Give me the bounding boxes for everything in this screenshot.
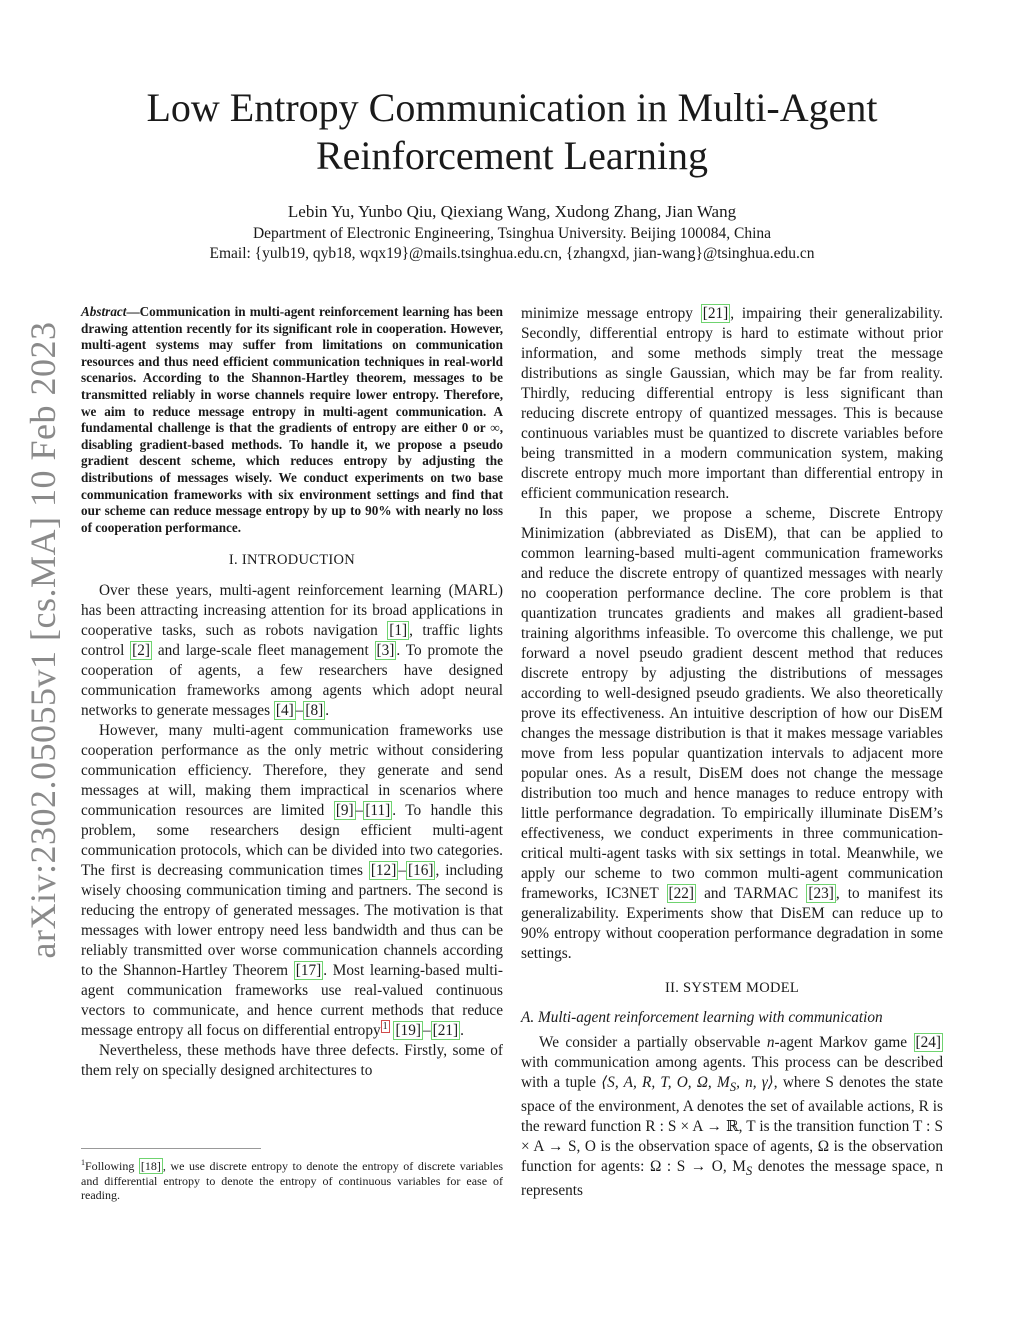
footnote-divider bbox=[81, 1148, 261, 1149]
left-column bbox=[81, 304, 503, 1081]
citation-link[interactable]: [17] bbox=[295, 962, 322, 980]
system-model-paragraph: We consider a partially observable n-agent Markov game [24] with communication among agents. This process can be described with a tuple ⟨S, A, R, T, O, Ω, $M_S$, n, γ⟩, where S denotes the state space of the environment, A denotes the set of available actions, R is the reward function R : S × A → ℝ, T is the transition function T : S × A → S, O is the observation space of agents, Ω is the observation function for agents: Ω : S → O, $M_S$ denotes the message space, n represents bbox=[521, 1034, 943, 1200]
citation-link[interactable]: [2] bbox=[132, 642, 151, 660]
citation-link[interactable]: [8] bbox=[305, 702, 324, 720]
citation-link[interactable]: [18] bbox=[140, 1159, 161, 1173]
citation-link[interactable]: [9] bbox=[335, 802, 354, 820]
right-paragraph-1: minimize message entropy [21] , impairing their generalizability. Secondly, differential entropy is hard to estimate without prior information, and some methods simply treat the message distributions as single Gaussian, which may be far from reality. Thirdly, reducing differential entropy is less significant than reducing discrete entropy of quantized messages. This is because continuous variables must be quantized to discrete variables before being transmitted in a modern communication system, making discrete entropy much more important than differential entropy in efficient communication research. bbox=[521, 305, 943, 502]
citation-link[interactable]: [1] bbox=[389, 622, 408, 640]
paper-title: Low Entropy Communication in Multi-Agent Reinforcement Learning bbox=[146, 85, 878, 178]
abstract bbox=[81, 304, 503, 536]
citation-link[interactable]: [12] bbox=[370, 862, 397, 880]
footnote-1: $^1$Following [18] , we use discrete entropy to denote the entropy of discrete variables and differential entropy to denote the entropy of continuous variables for ease of reading. bbox=[81, 1158, 504, 1203]
citation-link[interactable]: [16] bbox=[407, 862, 434, 880]
author-list: Lebin Yu, Yunbo Qiu, Qiexiang Wang, Xudong Zhang, Jian Wang bbox=[287, 202, 737, 221]
author-emails: Email: {yulb19, qyb18, wqx19}@mails.tsinghua.edu.cn, {zhangxd, jian-wang}@tsinghua.edu.cn bbox=[209, 245, 815, 262]
abstract-label: Abstract bbox=[81, 304, 127, 319]
citation-link[interactable]: [19] bbox=[395, 1022, 421, 1040]
arxiv-stamp: arXiv:2302.05055v1 [cs.MA] 10 Feb 2023 bbox=[23, 321, 63, 959]
intro-paragraph-3: Nevertheless, these methods have three defects. Firstly, some of them rely on specially designed architectures to bbox=[81, 1042, 503, 1080]
right-paragraph-2: In this paper, we propose a scheme, Discrete Entropy Minimization (abbreviated as DisEM), that can be applied to common learning-based multi-agent communication frameworks and reduce the discrete entropy of quantized messages with nearly no cooperation performance decline. The core problem is that quantization truncates gradients and makes all gradient-based training algorithms infeasible. To overcome this challenge, we put forward a novel pseudo gradient descent method that reduces discrete entropy by adjusting the distributions of messages according to well-designed pseudo gradients. We also theoretically prove its effectiveness. An intuitive description of how our DisEM changes the message distribution is that it makes message variables move from less popular quantization intervals to adjacent more popular ones. As a result, DisEM does not change the message distribution too much and hence manages to reduce entropy with little performance degradation. To empirically illuminate DisEM’s effectiveness, we conduct experiments in three communication-critical multi-agent tasks with six settings in total. Meanwhile, we apply our scheme to two common multi-agent communication frameworks, IC3NET [22] and TARMAC [23] , to manifest its generalizability. Experiments show that DisEM can reduce up to 90% entropy without cooperation performance degradation in some settings. bbox=[521, 505, 943, 962]
citation-link[interactable]: [21] bbox=[702, 305, 729, 322]
citation-link[interactable]: [24] bbox=[915, 1034, 941, 1051]
footnote-link[interactable]: 1 bbox=[382, 1021, 388, 1033]
intro-paragraph-2: However, many multi-agent communication frameworks use cooperation performance as the only metric without considering communication efficiency. Therefore, they generate and send messages at will, making them impractical in scenarios where communication resources are limited [9] – [11] . To handle this problem, some researchers design efficient multi-agent communication protocols, which can be divided into two categories. The first is decreasing communication times [12] – [16] , including wisely choosing communication timing and partners. The second is reducing the entropy of generated messages. The motivation is that messages with lower entropy need less bandwidth and thus can be reliably transmitted over worse communication channels according to the Shannon-Hartley Theorem [17] . Most learning-based multi-agent communication frameworks use real-valued continuous vectors to communicate, and hence current methods that reduce message entropy all focus on differential entropy $^1$ [19] – [21] . bbox=[81, 722, 503, 1040]
abstract-text: —Communication in multi-agent reinforcement learning has been drawing attention recently for its significant role in cooperation. However, multi-agent systems may suffer from limitations on communication resources and thus need efficient communication techniques in real-world scenarios. According to the Shannon-Hartley theorem, messages to be transmitted reliably in worse channels require lower entropy. Therefore, we aim to reduce message entropy in multi-agent communication. A fundamental challenge is that the gradients of entropy are either 0 or ∞, disabling gradient-based methods. To handle it, we propose a pseudo gradient descent scheme, which reduces entropy by adjusting the distributions of messages wisely. We conduct experiments on two base communication frameworks with six environment settings and find that our scheme can reduce message entropy by up to 90% with nearly no loss of cooperation performance. bbox=[81, 304, 503, 535]
intro-paragraph-1: Over these years, multi-agent reinforcement learning (MARL) has been attracting increasing attention for its broad applications in cooperative tasks, such as robots navigation [1] , traffic lights control [2] and large-scale fleet management [3] . To promote the cooperation of agents, a few researchers have designed communication frameworks among agents which adopt neural networks to generate messages [4] – [8] . bbox=[81, 582, 503, 720]
citation-link[interactable]: [21] bbox=[432, 1022, 459, 1040]
subsection-heading: A. Multi-agent reinforcement learning with communication bbox=[521, 1009, 883, 1026]
affiliation: Department of Electronic Engineering, Tsinghua University. Beijing 100084, China bbox=[252, 225, 772, 242]
arxiv-sidebar bbox=[8, 300, 78, 980]
citation-link[interactable]: [3] bbox=[376, 642, 395, 660]
right-column bbox=[521, 304, 943, 1201]
citation-link[interactable]: [11] bbox=[365, 802, 391, 820]
section-heading-introduction: I. INTRODUCTION bbox=[228, 552, 356, 569]
citation-link[interactable]: [22] bbox=[668, 885, 694, 902]
citation-link[interactable]: [23] bbox=[808, 885, 834, 902]
citation-link[interactable]: [4] bbox=[275, 702, 294, 720]
section-heading-system-model: II. SYSTEM MODEL bbox=[664, 980, 800, 996]
